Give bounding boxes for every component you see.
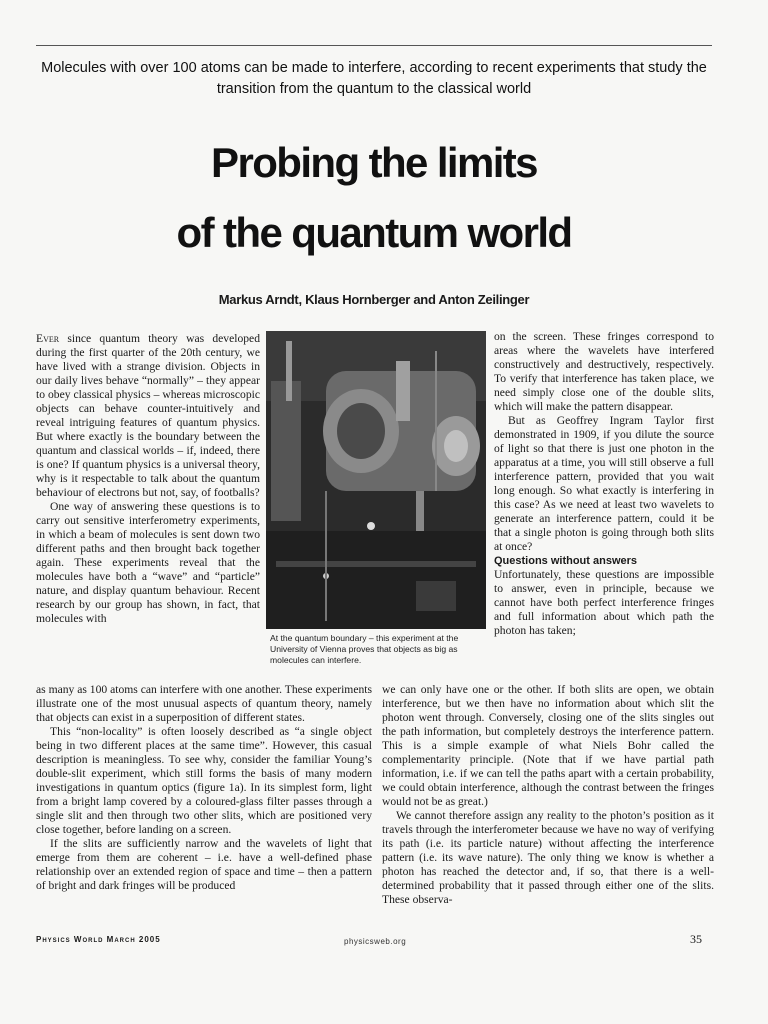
standfirst: Molecules with over 100 atoms can be made to interfere, according to recent experiments that study the transition from the quantum to the classical world (41, 60, 707, 97)
column-right-upper (494, 330, 714, 638)
paragraph: But as Geoffrey Ingram Taylor first demonstrated in 1909, if you dilute the source of light so that there is just one photon in the apparatus at a time, you will still observe a full interference pattern, provided that you wait long enough. So what exactly is interfering in this case? As we need at least two wavelets to generate an interference pattern, could it be that a single photon is going through both slits at once? (494, 414, 714, 553)
title-line-1: Probing the limits (211, 139, 537, 186)
paragraph: Unfortunately, these questions are impossible to answer, even in principle, because we cannot have both perfect interference fringes and full information about which path the photon has taken; (494, 568, 714, 637)
paragraph: We cannot therefore assign any reality to the photon’s position as it travels through the interferometer because we have no way of verifying its path (i.e. its particle nature) without affecting the interference pattern (i.e. its wave nature). The only thing we know is whether a photon has reached the detector and, if so, that there is a well-determined probability that it passed through either one of the slits. These observa- (382, 809, 714, 906)
top-rule (36, 45, 712, 46)
author-byline: Markus Arndt, Klaus Hornberger and Anton Zeilinger (218, 292, 530, 307)
paragraph: as many as 100 atoms can interfere with one another. These experiments illustrate one of the most unusual aspects of quantum theory, namely that objects can exist in a superposition of different states. (36, 683, 372, 724)
column-left-lower (36, 683, 372, 893)
article-title (40, 128, 708, 268)
section-heading: Questions without answers (494, 555, 638, 567)
apparatus-image (266, 331, 486, 629)
photo-credit (478, 340, 488, 380)
paragraph: on the screen. These fringes correspond to areas where the wavelets have interfered constructively and destructively, respectively. To verify that interference has taken place, we need simply close one of the double slits, which will make the pattern disappear. (494, 330, 714, 413)
intro-text: since quantum theory was developed during the first quarter of the 20th century, we have lived with a strange division. Objects in our daily lives behave “normally” – they appear to obey classical physics – whereas microscopic objects can behave counter-intuitively and reveal intriguing features of quantum physics. But where exactly is the boundary between the quantum and classical worlds – if, indeed, there is one? If quantum physics is a universal theory, why is it respectable to talk about the quantum behaviour of electrons but not, say, of footballs? (36, 332, 260, 499)
title-line-2: of the quantum world (176, 209, 572, 256)
column-right-lower (382, 683, 714, 907)
column-left-upper (36, 332, 260, 626)
paragraph: This “non-locality” is often loosely described as “a single object being in two different places at the same time”. However, this casual description is meaningless. To see why, consider the familiar Young’s double-slit experiment, which still forms the basis of many modern investigations in quantum optics (figure 1a). In its simplest form, light from a bright lamp covered by a coloured-glass filter passes through a single slit and then through two other slits, which are positioned very close together, before landing on a screen. (36, 725, 372, 836)
paragraph: One way of answering these questions is to carry out sensitive interferometry experiments, in which a beam of molecules is sent down two different paths and then brought back together again. These experiments reveal that the molecules have both a “wave” and “particle” nature, and display quantum behaviour. Recent research by our group has shown, in fact, that molecules with (36, 500, 260, 625)
intro-paragraph (36, 332, 260, 500)
website-footer: physicsweb.org (344, 937, 407, 946)
paragraph: If the slits are sufficiently narrow and the wavelets of light that emerge from them are coherent – i.e. have a well-defined phase relationship over an extended region of space and time – then a pattern of bright and dark fringes will be produced (36, 837, 372, 892)
page-number: 35 (690, 932, 702, 946)
photo-caption: At the quantum boundary – this experiment at the University of Vienna proves that objects as big as molecules can interfere. (270, 633, 459, 665)
journal-footer: Physics World March 2005 (36, 935, 161, 944)
intro-lead-word: Ever (36, 332, 60, 345)
experiment-photo (266, 331, 486, 629)
paragraph: we can only have one or the other. If both slits are open, we obtain interference, but we then have no information about which slit the photon went through. Conversely, closing one of the slits singles out the path information, but completely destroys the interference pattern. This is a simple example of what Niels Bohr called the complementarity principle. (Note that if we have partial path information, i.e. if we can tell the paths apart with a certain probability, we could obtain interference, although the contrast between the fringes would not be as great.) (382, 683, 714, 808)
